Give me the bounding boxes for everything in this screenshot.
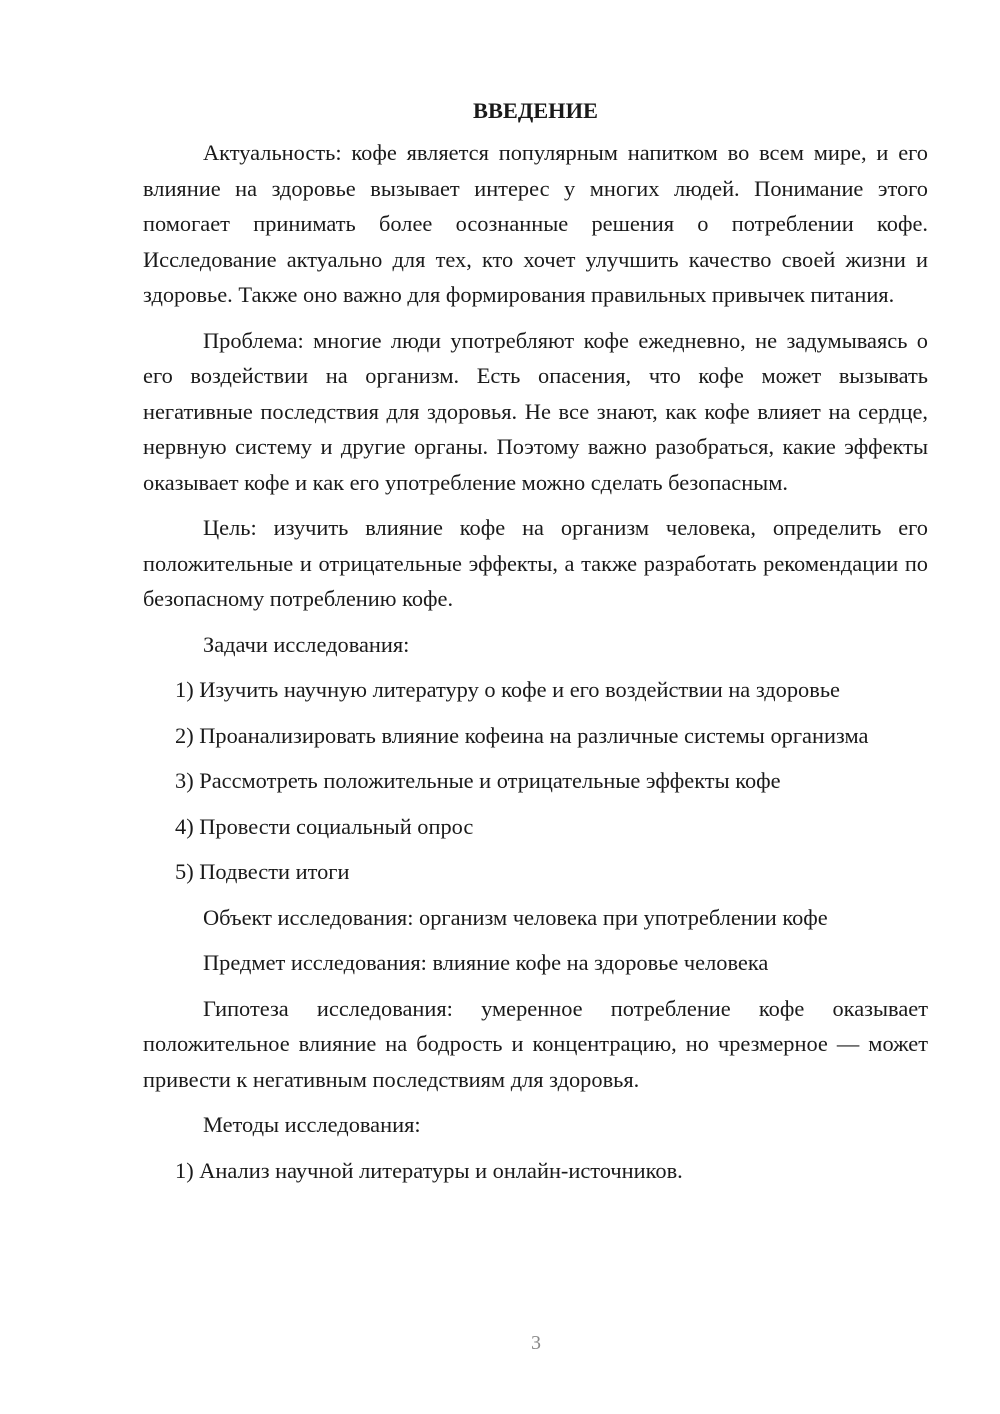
object-line: Объект исследования: организм человека при употреблении кофе bbox=[203, 904, 828, 930]
goal-paragraph: Цель: изучить влияние кофе на организм человека, определить его положительные и отрицательные эффекты, а также разработать рекомендации по безопасному потреблению кофе. bbox=[143, 515, 928, 611]
hypothesis-paragraph: Гипотеза исследования: умеренное потребление кофе оказывает положительное влияние на бодрость и концентрацию, но чрезмерное — может привести к негативным последствиям для здоровья. bbox=[143, 995, 928, 1092]
task-item-5: 5) Подвести итоги bbox=[175, 859, 350, 884]
section-title: ВВЕДЕНИЕ bbox=[473, 98, 598, 123]
task-item-3: 3) Рассмотреть положительные и отрицательные эффекты кофе bbox=[175, 768, 781, 793]
page-content bbox=[143, 95, 928, 1198]
task-item-4: 4) Провести социальный опрос bbox=[175, 813, 474, 839]
task-item-1: 1) Изучить научную литературу о кофе и его воздействии на здоровье bbox=[175, 677, 840, 702]
methods-heading: Методы исследования: bbox=[203, 1112, 421, 1137]
method-item-1: 1) Анализ научной литературы и онлайн-источников. bbox=[175, 1157, 683, 1183]
relevance-paragraph: Актуальность: кофе является популярным напитком во всем мире, и его влияние на здоровье вызывает интерес у многих людей. Понимание этого помогает принимать более осознанные решения о потреблении кофе. Исследование актуально для тех, кто хочет улучшить качество своей жизни и здоровье. Также оно важно для формирования правильных привычек питания. bbox=[143, 140, 928, 307]
subject-line: Предмет исследования: влияние кофе на здоровье человека bbox=[203, 950, 769, 975]
tasks-heading: Задачи исследования: bbox=[203, 631, 410, 657]
task-item-2: 2) Проанализировать влияние кофеина на различные системы организма bbox=[175, 722, 869, 748]
problem-paragraph: Проблема: многие люди употребляют кофе ежедневно, не задумываясь о его воздействии на организм. Есть опасения, что кофе может вызывать негативные последствия для здоровья. Не все знают, как кофе влияет на сердце, нервную систему и другие органы. Поэтому важно разобраться, какие эффекты оказывает кофе и как его употребление можно сделать безопасным. bbox=[143, 327, 928, 495]
page-number: 3 bbox=[531, 1332, 541, 1354]
